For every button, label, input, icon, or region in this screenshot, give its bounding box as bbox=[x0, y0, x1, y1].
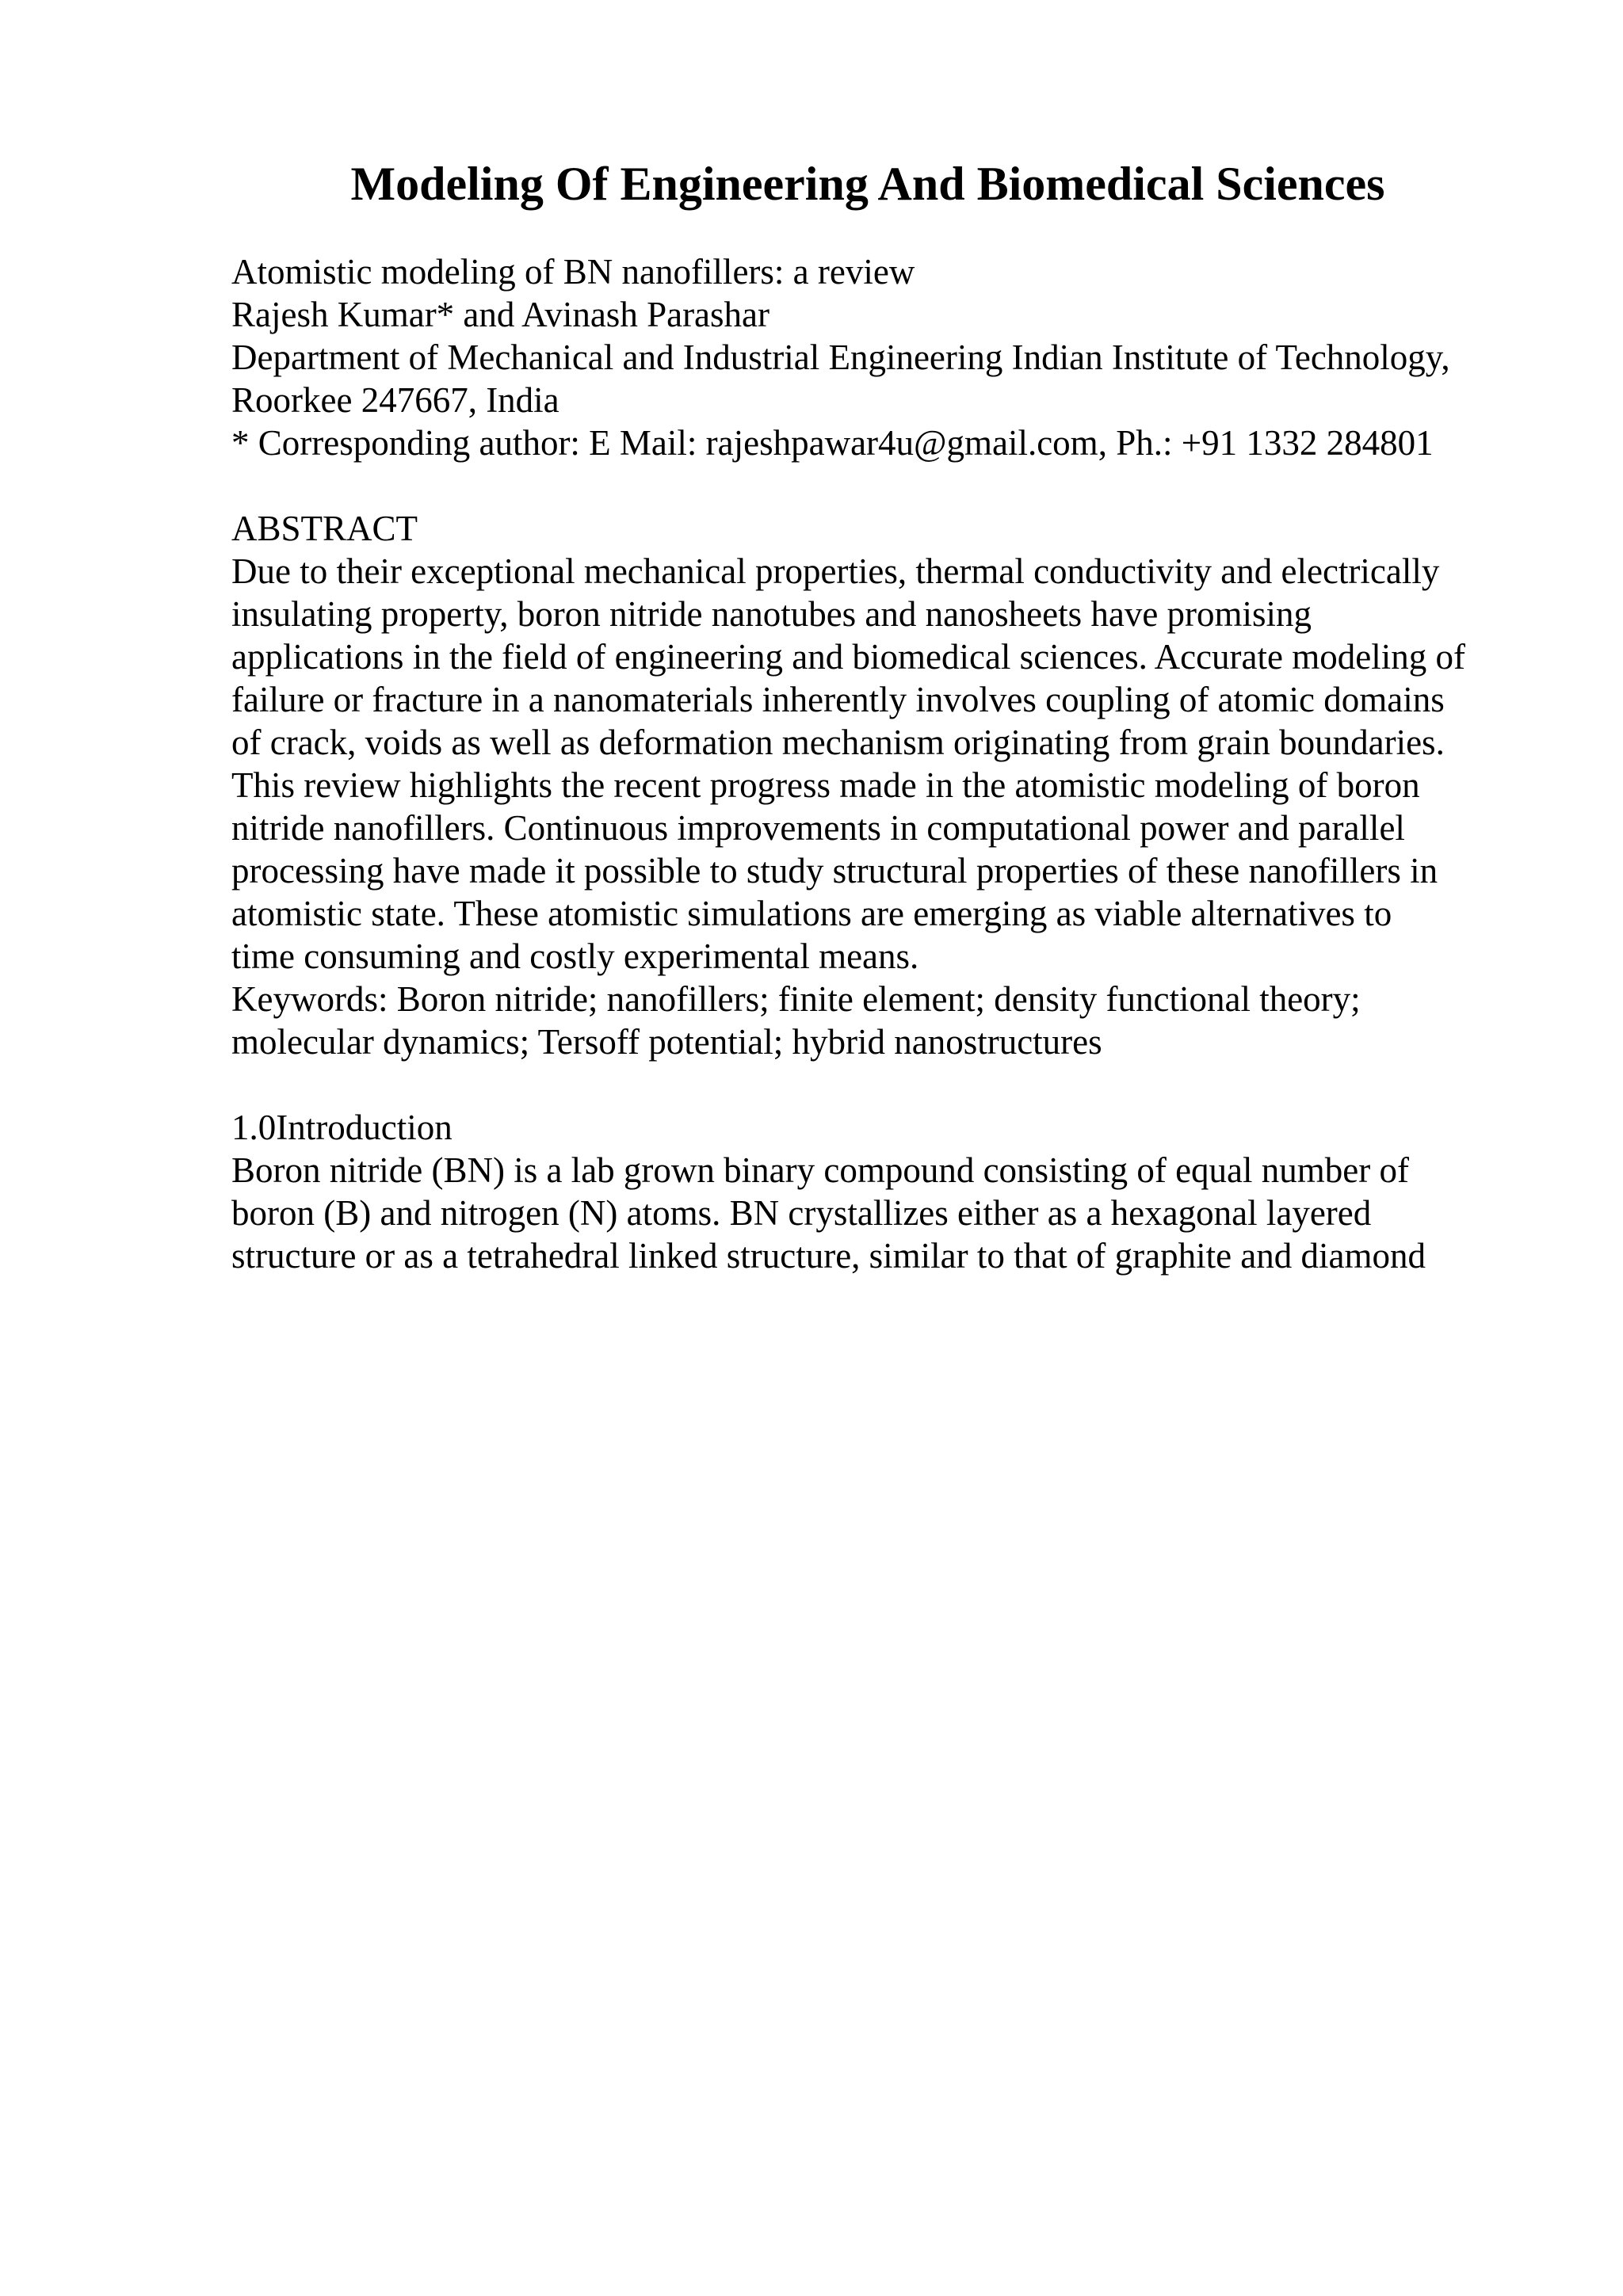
affiliation-line: Department of Mechanical and Industrial Engineering Indian Institute of Technology, bbox=[231, 338, 1450, 377]
paper-authors: Rajesh Kumar* and Avinash Parashar bbox=[231, 295, 769, 334]
affiliation-line: Roorkee 247667, India bbox=[231, 380, 559, 420]
abstract-line: failure or fracture in a nanomaterials inherently involves coupling of atomic domains bbox=[231, 680, 1445, 719]
abstract-line: insulating property, boron nitride nanotubes and nanosheets have promising bbox=[231, 594, 1312, 634]
introduction-line: Boron nitride (BN) is a lab grown binary compound consisting of equal number of bbox=[231, 1150, 1409, 1190]
introduction-heading: 1.0Introduction bbox=[231, 1108, 453, 1147]
abstract-line: applications in the field of engineering and biomedical sciences. Accurate modeling of bbox=[231, 637, 1465, 677]
introduction-line: structure or as a tetrahedral linked structure, similar to that of graphite and diamond bbox=[231, 1236, 1426, 1276]
abstract-line: processing have made it possible to study structural properties of these nanofillers in bbox=[231, 851, 1438, 891]
abstract-line: of crack, voids as well as deformation mechanism originating from grain boundaries. bbox=[231, 723, 1445, 762]
abstract-line: This review highlights the recent progress made in the atomistic modeling of boron bbox=[231, 765, 1420, 805]
introduction-line: boron (B) and nitrogen (N) atoms. BN crystallizes either as a hexagonal layered bbox=[231, 1193, 1372, 1233]
abstract-heading: ABSTRACT bbox=[231, 509, 418, 548]
abstract-line: atomistic state. These atomistic simulations are emerging as viable alternatives to bbox=[231, 894, 1392, 933]
abstract-line: Due to their exceptional mechanical properties, thermal conductivity and electrically bbox=[231, 551, 1440, 591]
keywords-line: molecular dynamics; Tersoff potential; hybrid nanostructures bbox=[231, 1022, 1102, 1062]
journal-title: Modeling Of Engineering And Biomedical Sciences bbox=[350, 158, 1385, 210]
correspondence-line: * Corresponding author: E Mail: rajeshpawar4u@gmail.com, Ph.: +91 1332 284801 bbox=[231, 423, 1434, 463]
paper-title: Atomistic modeling of BN nanofillers: a review bbox=[231, 252, 915, 292]
keywords-line: Keywords: Boron nitride; nanofillers; finite element; density functional theory; bbox=[231, 979, 1361, 1019]
abstract-line: time consuming and costly experimental means. bbox=[231, 936, 919, 976]
abstract-line: nitride nanofillers. Continuous improvements in computational power and parallel bbox=[231, 808, 1405, 848]
